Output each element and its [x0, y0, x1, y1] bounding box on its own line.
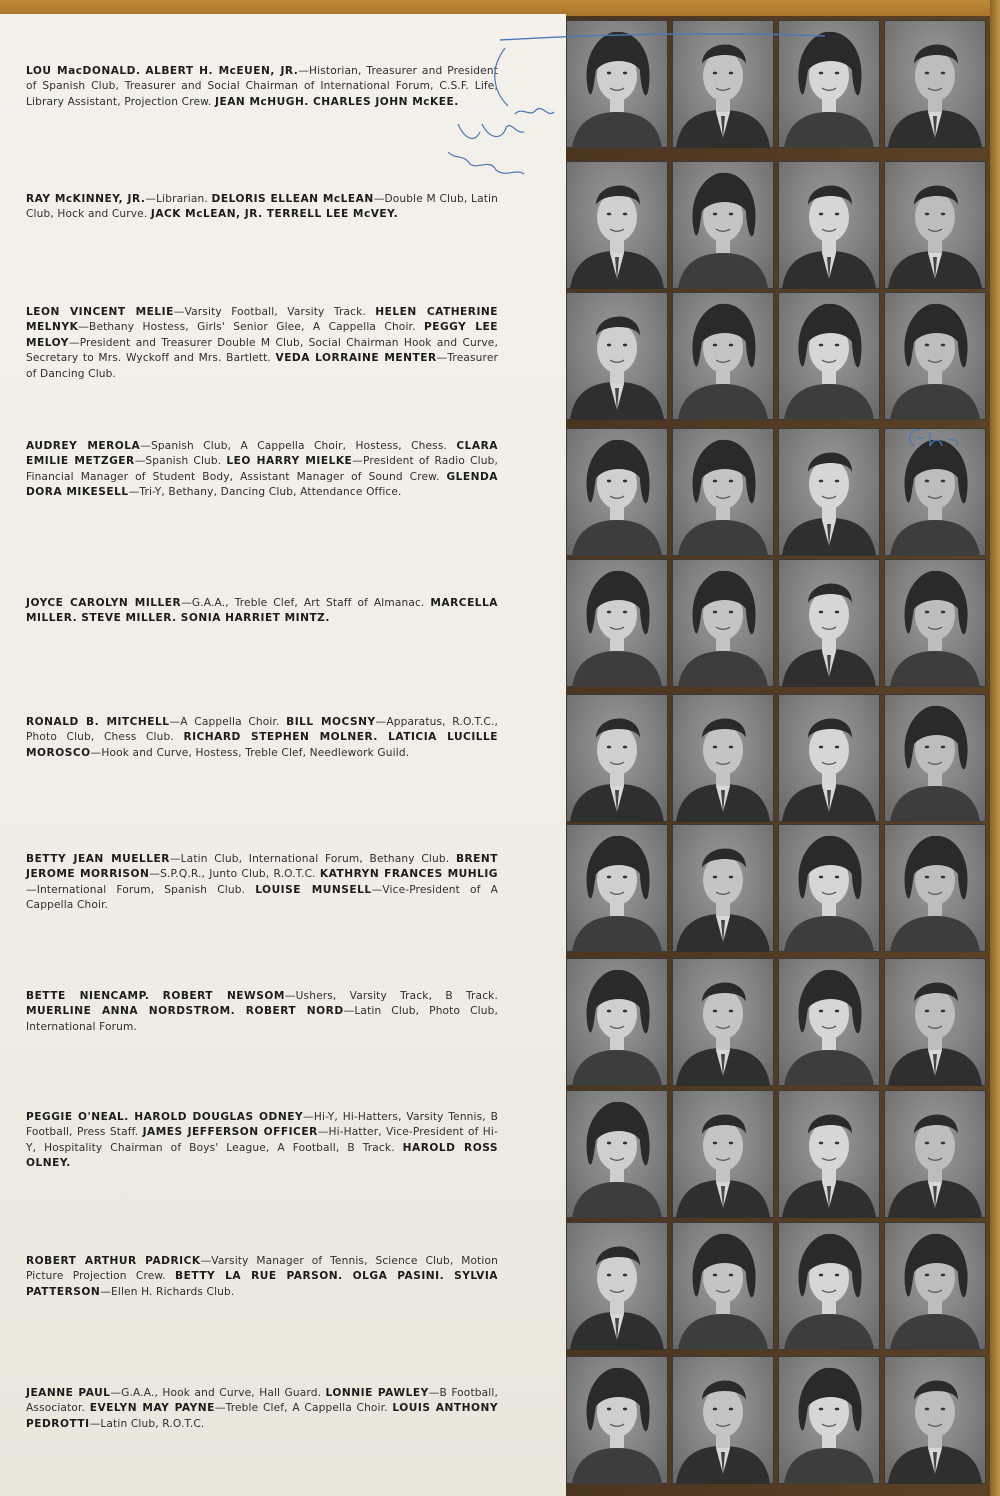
student-name: HELEN CATHERINE MELNYK: [26, 306, 498, 334]
student-portrait: [672, 161, 774, 289]
student-portrait: [672, 20, 774, 148]
student-entry: [26, 596, 498, 627]
student-portrait: [884, 1090, 986, 1218]
student-activities: —G.A.A., Treble Clef, Art Staff of Almanac.: [181, 597, 431, 609]
student-portrait: [884, 694, 986, 822]
student-portrait: [566, 694, 668, 822]
student-activities: —President of Radio Club, Financial Manager of Student Body, Assistant Manager of Sound Crew.: [26, 455, 498, 483]
student-activities: —Spanish Club, A Cappella Choir, Hostess, Chess.: [140, 440, 457, 452]
student-activities: —President and Treasurer Double M Club, Social Chairman Hook and Curve, Secretary to Mrs. Wyckoff and Mrs. Bartlett.: [26, 336, 498, 365]
student-entry: [26, 1254, 498, 1300]
student-portrait: [672, 694, 774, 822]
student-portrait: [566, 20, 668, 148]
student-portrait: [884, 958, 986, 1086]
student-name: PEGGY LEE MELOY: [26, 321, 499, 349]
student-portrait: [778, 428, 880, 556]
student-name: LONNIE PAWLEY: [325, 1387, 429, 1399]
student-name: JAMES JEFFERSON OFFICER: [142, 1126, 318, 1139]
student-name: BETTY LA RUE PARSON. OLGA PASINI. SYLVIA PATTERSON: [26, 1270, 498, 1298]
student-name: RAY McKINNEY, JR.: [26, 193, 146, 205]
student-entry: [26, 715, 498, 761]
page-right-edge: [990, 0, 1000, 1496]
student-activities: —Varsity Manager of Tennis, Science Club, Motion Picture Projection Crew.: [26, 1255, 499, 1283]
student-portrait: [672, 824, 774, 952]
student-activities: —Vice-President of A Cappella Choir.: [26, 883, 499, 912]
student-name: JEANNE PAUL: [26, 1387, 111, 1399]
student-portrait: [884, 292, 986, 420]
student-portrait: [566, 1356, 668, 1484]
student-activities: [149, 990, 162, 1002]
student-portrait: [566, 292, 668, 420]
student-portrait: [566, 428, 668, 556]
student-entry: [26, 852, 498, 914]
student-name: JOYCE CAROLYN MILLER: [26, 597, 182, 609]
student-activities: —G.A.A., Hook and Curve, Hall Guard.: [110, 1387, 326, 1399]
student-name: CLARA EMILIE METZGER: [26, 440, 498, 468]
student-name: EVELYN MAY PAYNE: [89, 1402, 215, 1415]
student-portrait: [672, 292, 774, 420]
student-name: VEDA LORRAINE MENTER: [275, 352, 437, 365]
student-activities: —S.P.Q.R., Junto Club, R.O.T.C.: [149, 868, 320, 881]
student-name: JACK McLEAN, JR. TERRELL LEE McVEY.: [150, 208, 399, 221]
student-portrait: [884, 20, 986, 148]
student-name: BILL MOCSNY: [286, 716, 376, 728]
student-entry: [26, 1110, 498, 1172]
student-name: BRENT JEROME MORRISON: [26, 853, 498, 881]
student-portrait: [778, 559, 880, 687]
student-activities: —A Cappella Choir.: [169, 716, 287, 728]
student-portrait: [672, 958, 774, 1086]
student-portrait: [778, 292, 880, 420]
student-activities: —Historian, Treasurer and President of Spanish Club, Treasurer and Social Chairman of International Forum, C.S.F. Life, Library Assistant, Projection Crew.: [26, 65, 498, 108]
student-activities: —Librarian.: [145, 193, 212, 205]
student-activities: —Treasurer of Dancing Club.: [26, 352, 498, 380]
student-activities: —Ellen H. Richards Club.: [100, 1285, 235, 1298]
student-activities: —Latin Club, R.O.T.C.: [89, 1417, 205, 1430]
student-activities: —Latin Club, Photo Club, International Forum.: [26, 1005, 498, 1033]
student-portrait: [566, 958, 668, 1086]
student-name: ROBERT ARTHUR PADRICK: [26, 1255, 201, 1267]
student-activities: —Treble Clef, A Cappella Choir.: [214, 1402, 393, 1415]
student-activities: —Hook and Curve, Hostess, Treble Clef, Needlework Guild.: [90, 746, 410, 759]
student-name: BETTY JEAN MUELLER: [26, 853, 170, 865]
student-activities: —B Football, Associator.: [26, 1387, 498, 1415]
student-name: LOU MacDONALD.: [26, 65, 141, 77]
student-name: BETTE NIENCAMP.: [26, 990, 150, 1002]
student-activities: —Varsity Football, Varsity Track.: [173, 306, 376, 318]
photo-grid: [564, 18, 990, 1490]
student-name: PEGGIE O'NEAL. HAROLD DOUGLAS ODNEY: [26, 1111, 304, 1123]
student-portrait: [778, 161, 880, 289]
student-name: LEON VINCENT MELIE: [26, 306, 174, 318]
student-name: RONALD B. MITCHELL: [26, 716, 170, 728]
student-name: ALBERT H. McEUEN, JR.: [145, 65, 299, 77]
student-activities: —Ushers, Varsity Track, B Track.: [284, 990, 498, 1002]
student-portrait: [778, 1090, 880, 1218]
student-activities: —Tri-Y, Bethany, Dancing Club, Attendance Office.: [128, 486, 402, 499]
student-portrait: [884, 1356, 986, 1484]
student-portrait: [566, 559, 668, 687]
student-portrait: [566, 824, 668, 952]
student-name: MUERLINE ANNA NORDSTROM. ROBERT NORD: [26, 1005, 344, 1018]
student-activities: —Latin Club, International Forum, Bethany Club.: [169, 853, 456, 865]
student-portrait: [884, 559, 986, 687]
student-portrait: [884, 1222, 986, 1350]
student-name: KATHRYN FRANCES MUHLIG: [319, 868, 498, 881]
student-name: LOUIS ANTHONY PEDROTTI: [26, 1402, 498, 1430]
student-portrait: [778, 824, 880, 952]
student-entry: [26, 439, 498, 501]
student-activities: —Double M Club, Latin Club, Hock and Curve.: [26, 193, 498, 221]
student-portrait: [566, 1090, 668, 1218]
student-activities: —International Forum, Spanish Club.: [26, 883, 256, 896]
student-portrait: [672, 1222, 774, 1350]
student-entry: [26, 305, 498, 382]
handwritten-initials: [900, 424, 970, 454]
student-portrait: [566, 1222, 668, 1350]
student-name: RICHARD STEPHEN MOLNER. LATICIA LUCILLE MOROSCO: [26, 731, 499, 759]
student-name: JEAN McHUGH. CHARLES JOHN McKEE.: [215, 95, 459, 108]
student-name: HAROLD ROSS OLNEY.: [26, 1141, 498, 1170]
student-activities: —Spanish Club.: [134, 455, 227, 468]
student-portrait: [672, 428, 774, 556]
student-portrait: [778, 1222, 880, 1350]
student-activities: —Bethany Hostess, Girls' Senior Glee, A Cappella Choir.: [78, 321, 424, 334]
student-name: AUDREY MEROLA: [26, 440, 141, 452]
student-portrait: [884, 161, 986, 289]
student-portrait: [672, 559, 774, 687]
student-name: GLENDA DORA MIKESELL: [26, 470, 498, 499]
student-name: LEO HARRY MIELKE: [226, 455, 353, 468]
student-activities: —Hi-Hatter, Vice-President of Hi-Y, Hospitality Chairman of Boys' League, A Football, B Track.: [26, 1126, 498, 1154]
student-name: MARCELLA MILLER. STEVE MILLER. SONIA HARRIET MINTZ.: [26, 597, 498, 625]
student-portrait: [884, 824, 986, 952]
student-portrait: [778, 20, 880, 148]
student-entry: [26, 1386, 498, 1432]
student-portrait: [778, 1356, 880, 1484]
student-entry: [26, 192, 498, 223]
student-portrait: [778, 694, 880, 822]
student-name: ROBERT NEWSOM: [162, 990, 285, 1002]
student-portrait: [566, 161, 668, 289]
student-portrait: [778, 958, 880, 1086]
student-portrait: [672, 1090, 774, 1218]
student-activities: —Apparatus, R.O.T.C., Photo Club, Chess Club.: [26, 716, 498, 744]
student-name: LOUISE MUNSELL: [255, 883, 372, 896]
student-entry: [26, 64, 498, 110]
student-portrait: [672, 1356, 774, 1484]
student-name: DELORIS ELLEAN McLEAN: [211, 193, 374, 205]
student-activities: —Hi-Y, Hi-Hatters, Varsity Tennis, B Football, Press Staff.: [26, 1111, 499, 1139]
student-entry: [26, 989, 498, 1035]
